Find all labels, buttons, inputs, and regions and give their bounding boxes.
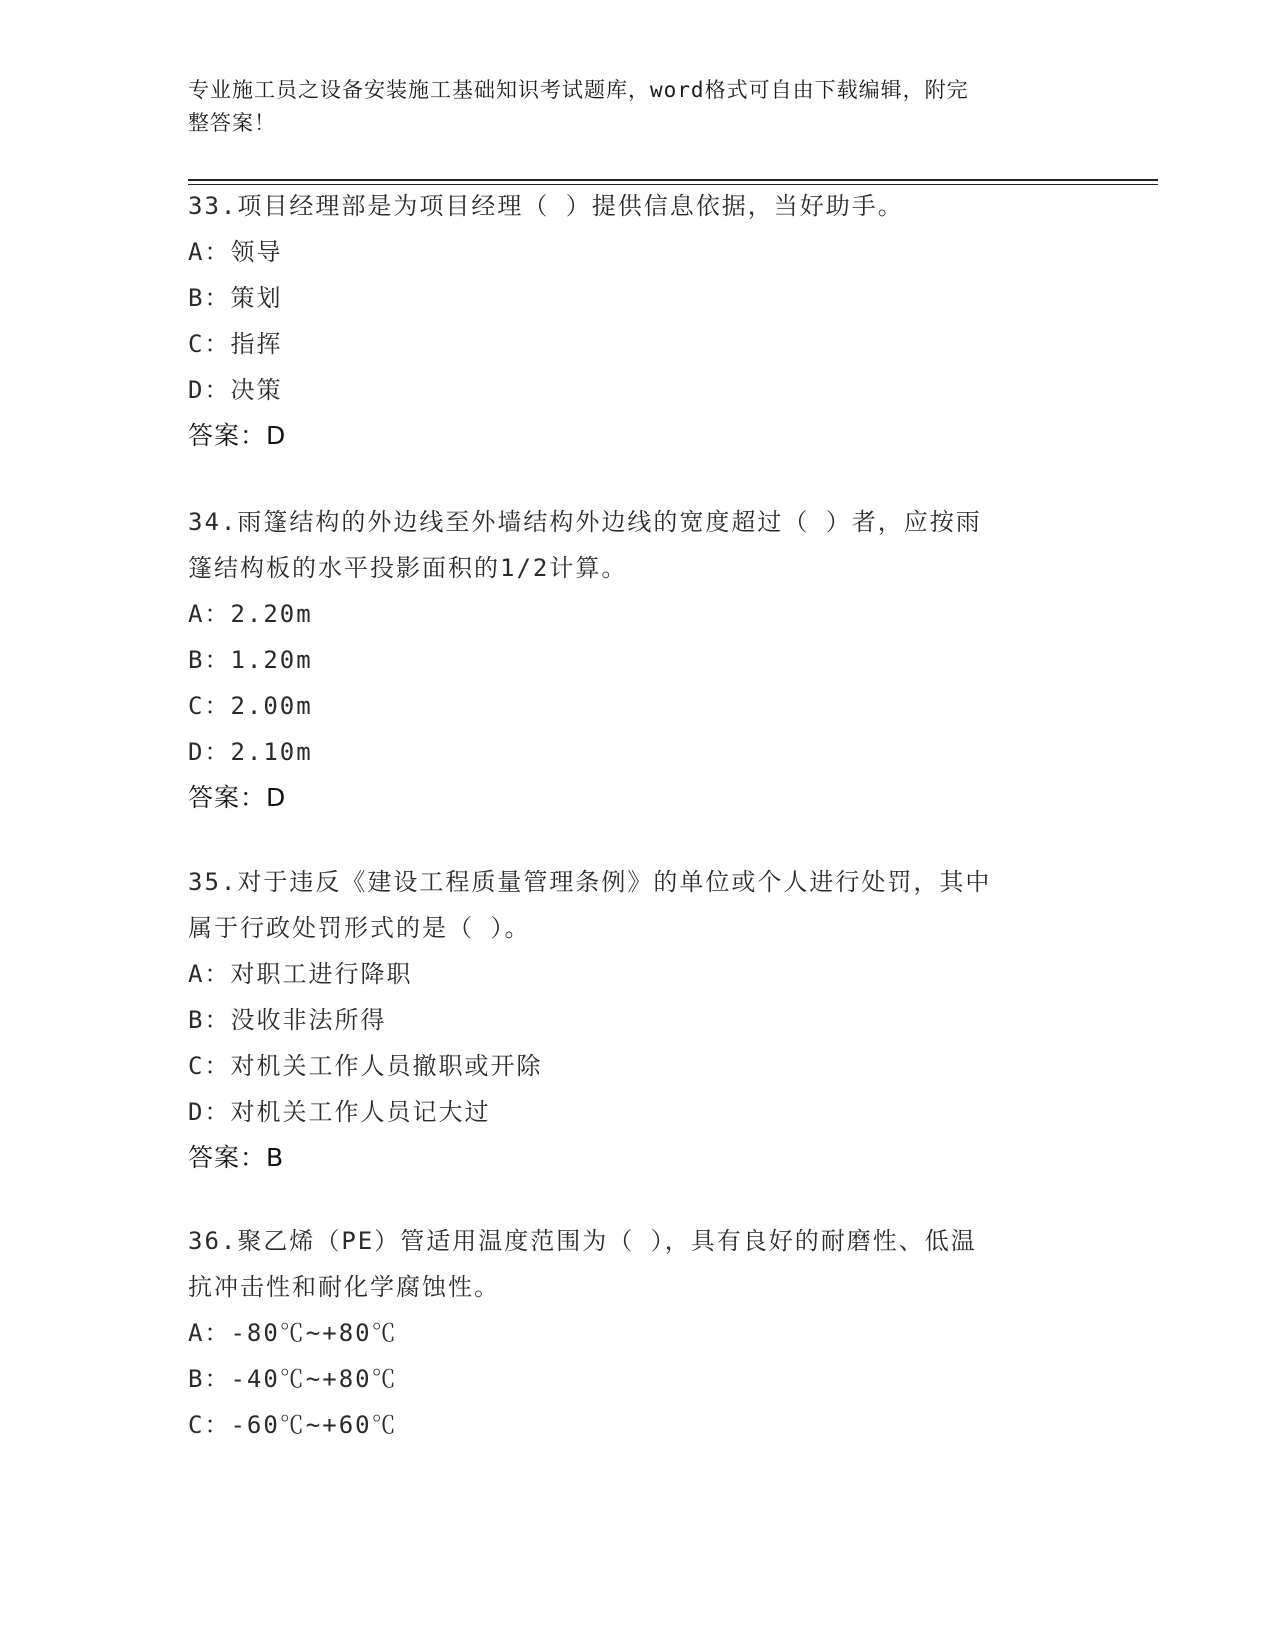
question-stem: 36.聚乙烯（PE）管适用温度范围为（ ），具有良好的耐磨性、低温 bbox=[188, 1227, 977, 1255]
question-33 bbox=[188, 183, 1088, 459]
answer-label: 答案：D bbox=[188, 783, 287, 812]
question-stem: 35.对于违反《建设工程质量管理条例》的单位或个人进行处罚，其中 bbox=[188, 868, 992, 896]
option-d: D：2.10m bbox=[188, 738, 313, 766]
option-d: D：对机关工作人员记大过 bbox=[188, 1098, 491, 1126]
option-d: D：决策 bbox=[188, 376, 283, 404]
option-b: B：没收非法所得 bbox=[188, 1006, 387, 1034]
option-c: C：2.00m bbox=[188, 692, 313, 720]
answer-label: 答案：B bbox=[188, 1143, 285, 1172]
question-35 bbox=[188, 859, 1088, 1181]
option-a: A：2.20m bbox=[188, 600, 313, 628]
header-divider bbox=[188, 179, 1158, 181]
answer-label: 答案：D bbox=[188, 421, 287, 450]
option-c: C：指挥 bbox=[188, 330, 283, 358]
option-b: B：策划 bbox=[188, 284, 283, 312]
header-line-2: 整答案！ bbox=[188, 111, 276, 135]
header-line-1: 专业施工员之设备安装施工基础知识考试题库，word格式可自由下载编辑，附完 bbox=[188, 78, 969, 102]
question-stem: 34.雨篷结构的外边线至外墙结构外边线的宽度超过（ ）者，应按雨 bbox=[188, 508, 982, 536]
option-c: C：-60℃~+60℃ bbox=[188, 1411, 398, 1439]
question-stem-continued: 属于行政处罚形式的是（ ）。 bbox=[188, 914, 531, 942]
question-stem: 33.项目经理部是为项目经理（ ）提供信息依据，当好助手。 bbox=[188, 192, 904, 220]
option-c: C：对机关工作人员撤职或开除 bbox=[188, 1052, 543, 1080]
document-header bbox=[188, 74, 1068, 140]
question-stem-continued: 篷结构板的水平投影面积的1/2计算。 bbox=[188, 554, 628, 582]
option-a: A：对职工进行降职 bbox=[188, 960, 413, 988]
option-b: B：1.20m bbox=[188, 646, 313, 674]
question-34 bbox=[188, 499, 1088, 821]
question-36 bbox=[188, 1218, 1088, 1448]
option-a: A：领导 bbox=[188, 238, 283, 266]
option-a: A：-80℃~+80℃ bbox=[188, 1319, 398, 1347]
option-b: B：-40℃~+80℃ bbox=[188, 1365, 398, 1393]
question-stem-continued: 抗冲击性和耐化学腐蚀性。 bbox=[188, 1273, 500, 1301]
